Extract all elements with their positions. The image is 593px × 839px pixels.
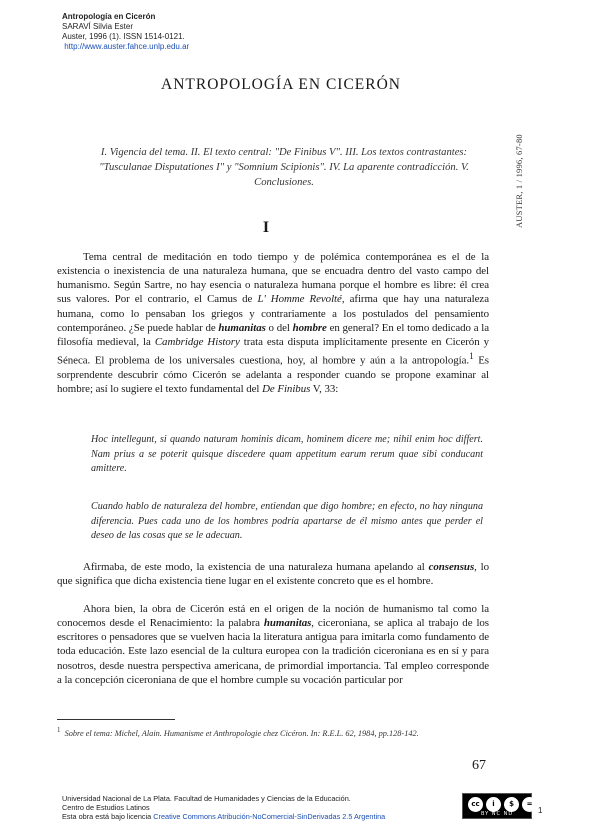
paragraph-1: Tema central de meditación en todo tiempo y de polémica contemporánea es el de la existencia o inexistencia de una naturaleza humana, que se encuadra dentro del vasto campo del humanismo. Según Sartre, no hay esencia o naturaleza humana porque el hombre es libre: él crea sus valores. Por el contrario, el Camus de L' Homme Revolté, afirma que hay una naturaleza humana, como lo pensaban los griegos y contrariamente a los postulados del pensamiento contemporáneo. ¿Se puede hablar de humanitas o del hombre en general? En el tomo dedicado a la filosofía medieval, la Cambridge History trata esta disputa implícitamente presente en Cicerón y Séneca. El problema de los universales cuestiona, hoy, al hombre y aún a la antropología.$^1$ Es sorprendente descubrir cómo Cicerón se adelanta a responder cuando se propone examinar al hombre; así lo sugiere el texto fundamental del De Finibus V, 33: <box>57 251 490 396</box>
cc-badge-label: BY NC ND <box>481 811 514 817</box>
footer-institution: Universidad Nacional de La Plata. Facultad de Humanidades y Ciencias de la Educación. <box>62 794 351 803</box>
footnote-text: Sobre el tema: Michel, Alain. Humanisme et Anthropologie chez Cicéron. In: R.E.L. 62, 1984, pp.128-142. <box>64 728 419 738</box>
paragraph-3: Ahora bien, la obra de Cicerón está en el origen de la noción de humanismo tal como la conocemos desde el Renacimiento: la palabra humanitas, ciceroniana, se aplica al trabajo de los escritores o pensadores que se vuelven hacia la literatura antigua para imitarla como fundamento de toda educación. Este lazo esencial de la cultura europea con la tradición ciceroniana es en sí y para nosotros, desde nuestra perspectiva americana, de primordial importancia. Tal empleo corresponde a la concepción ciceroniana de que el hombre cumple su vocación particular por <box>57 603 490 686</box>
page-number: 67 <box>472 758 486 773</box>
attribution-icon: i <box>486 797 501 812</box>
document-footer <box>62 794 385 821</box>
section-number: I <box>262 219 270 236</box>
cc-icon: cc <box>468 797 483 812</box>
cc-license-badge[interactable] <box>462 793 532 819</box>
footnote-divider <box>57 719 175 720</box>
article-title: ANTROPOLOGÍA EN CICERÓN <box>161 76 401 93</box>
article-summary: I. Vigencia del tema. II. El texto central: "De Finibus V". III. Los textos contrastantes: "Tusculanae Disputationes I" y "Somnium Scipionis". IV. La aparente contradicción. V. Conclusiones. <box>99 147 469 188</box>
side-citation-text: AUSTER, 1 / 1996, 67-80 <box>514 134 524 228</box>
license-link[interactable]: Creative Commons Atribución-NoComercial-SinDerivadas 2.5 Argentina <box>153 812 386 821</box>
footnote <box>57 725 497 739</box>
document-header <box>62 12 189 52</box>
header-url-link[interactable]: http://www.auster.fahce.unlp.edu.ar <box>64 42 190 51</box>
noderivatives-icon: = <box>522 797 537 812</box>
quote-latin: Hoc intellegunt, si quando naturam hominis dicam, hominem dicere me; nihil enim hoc differt. Nam prius a se poterit quisque discedere quam appetitum earum rerum quae sibi conducant amittere. <box>91 434 483 475</box>
footer-center: Centro de Estudios Latinos <box>62 803 150 812</box>
header-title: Antropología en Cicerón <box>62 12 156 21</box>
footnote-ref: 1 <box>469 351 474 362</box>
footnote-number: 1 <box>57 727 61 734</box>
footer-license-prefix: Esta obra está bajo licencia <box>62 812 154 821</box>
header-citation: Auster, 1996 (1). ISSN 1514-0121. <box>62 32 185 41</box>
paragraph-2: Afirmaba, de este modo, la existencia de una naturaleza humana apelando al consensus, lo que significa que dicha existencia tiene lugar en el existente concreto que es el hombre. <box>57 561 489 588</box>
corner-page-index: 1 <box>538 806 543 815</box>
quote-spanish: Cuando hablo de naturaleza del hombre, entiendan que digo hombre; en efecto, no hay ninguna diferencia. Pues cada uno de los hombres podría apartarse de él mismo antes que perder el deseo de las cosas que se le adecuan. <box>91 501 483 542</box>
side-citation <box>514 68 526 228</box>
header-author: SARAVÍ Silvia Ester <box>62 22 133 31</box>
noncommercial-icon: $ <box>504 797 519 812</box>
